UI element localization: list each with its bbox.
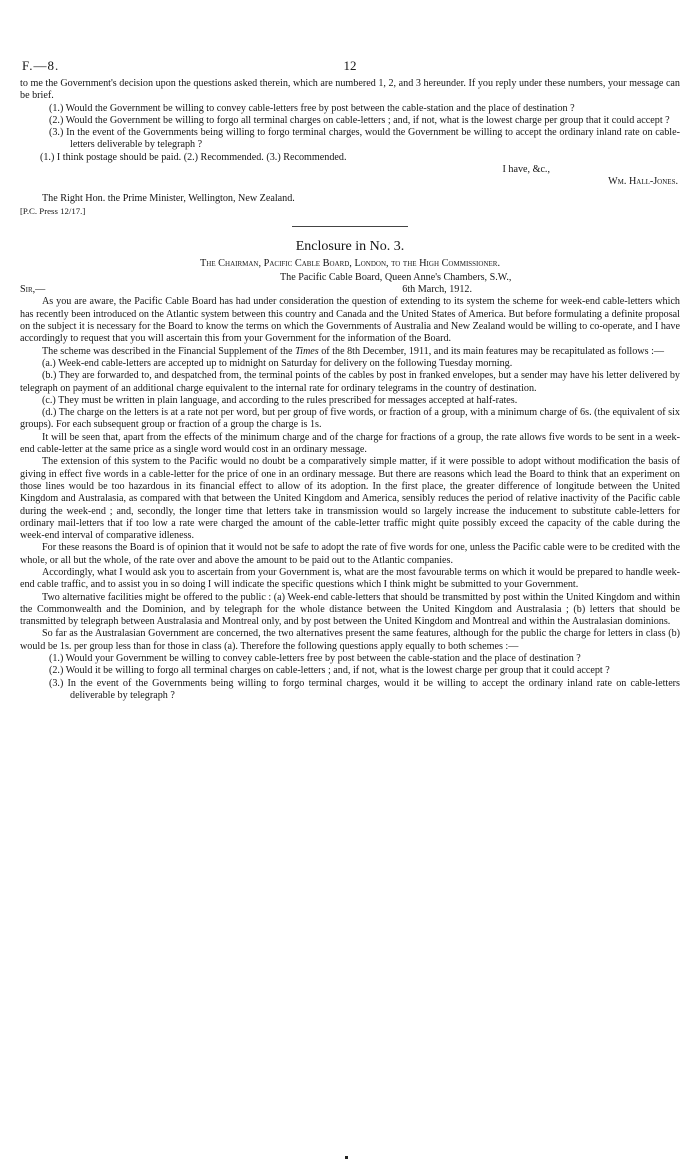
- paragraph: As you are aware, the Pacific Cable Board has had under consideration the question of extending to its system the scheme for week-end cable-letters which has recently been introduced on the Atlantic system between this country and Canada and the United States of America. But before formulating a definite proposal on the subject it is necessary for the Board to know the terms on which the Governments of Australia and New Zealand would be willing to co-operate, and I have accordingly to request that you will ascertain this from your Government for the information of the Board.: [20, 296, 680, 345]
- newspaper-title: Times: [295, 345, 319, 357]
- paragraph: For these reasons the Board is of opinion that it would not be safe to adopt the rate of five words for one, unless the Pacific cable were to be credited with the whole, or all but the whole, of the rate over and above the amount to be paid out to the Atlantic companies.: [20, 542, 680, 566]
- paragraph-text: (a) Week-end cable-letters that should be transmitted by post within the United Kingdom and within the Commonwealth and the Dominion, and by telegraph for the whole distance between the United Kingdom and Australasia ; (b) letters that should be transmitted by telegraph between Australasia and Montreal only, and by post between the United Kingdom and Montreal and within the Australasian dominions.: [20, 591, 681, 628]
- addressee: The Right Hon. the Prime Minister, Wellington, New Zealand.: [42, 192, 295, 204]
- paragraph: It will be seen that, apart from the effects of the minimum charge and of the charge for fractions of a group, the rate allows five words to be sent in a week-end cable-letter at the same price as a single word would cost in an ordinary message.: [20, 431, 680, 456]
- enclosure-title: Enclosure in No. 3.: [295, 239, 405, 255]
- paragraph: So far as the Australasian Government are concerned, the two alternatives present the same features, although for the public the charge for letters in class (b) would be 1s. per group less than for those in class (a). Therefore the following questions apply equally to both schemes :—: [20, 628, 680, 652]
- date-line: [20, 284, 680, 296]
- signature: Wm. Hall-Jones.: [608, 176, 678, 188]
- salutation: Sir,—: [20, 284, 46, 296]
- closing-line: I have, &c.,: [502, 164, 550, 176]
- letter-date: 6th March, 1912.: [402, 284, 472, 296]
- paragraph-text: Two alternative facilities might be offered to the public :: [42, 591, 274, 603]
- section-divider: [292, 226, 408, 227]
- question-1: (1.) Would the Government be willing to convey cable-letters free by post between the cable-station and the place of destination ?: [49, 102, 575, 114]
- paragraph: The extension of this system to the Pacific would no doubt be a comparatively simple matter, if it were possible to adopt without modification the basis of giving in effect five words in a cable-letter for the price of one in an ordinary message. But there are reasons which lead the Board to think that an experiment on those lines would be too hazardous in its financial effect to allow of its adoption. In the first place, the greater difference of longitude between the United Kingdom and Australasia, as compared with that between the United Kingdom and America, sensibly reduces the period of relative inactivity of the Pacific cable during the week-end ; and, secondly, the longer time that letters take in transmission would so largely increase the inducement to substitute cable-letters for ordinary mail-letters that if too low a rate were charged the amount of the cable-letter traffic might quite possibly exceed the capacity of the cable during the week-end interval of comparative idleness.: [20, 456, 680, 542]
- press-mark: [P.C. Press 12/17.]: [20, 205, 86, 216]
- feature-a: (a.) Week-end cable-letters are accepted up to midnight on Saturday for delivery on the following Tuesday morning.: [42, 357, 513, 369]
- paragraph: [20, 346, 680, 358]
- enclosure-from-to: The Chairman, Pacific Cable Board, London, to the High Commissioner.: [199, 257, 501, 269]
- letter-opening: to me the Government's decision upon the questions asked therein, which are numbered 1, 2, and 3 hereunder. If you reply under these numbers, your message can be brief.: [20, 78, 680, 102]
- feature-c: (c.) They must be written in plain language, and according to the rules prescribed for messages accepted at half-rates.: [42, 394, 518, 406]
- enclosure-question-3: (3.) In the event of the Governments being willing to forgo terminal charges, would it be willing to accept the ordinary inland rate on cable-letters deliverable by telegraph ?: [49, 677, 680, 701]
- page-mark: [345, 1156, 348, 1159]
- enclosure-question-1: (1.) Would your Government be willing to convey cable-letters free by post between the cable-station and the place of destination ?: [49, 653, 581, 665]
- document-code: F.—8.: [22, 58, 60, 73]
- paragraph-text: of the 8th December, 1911, and its main features may be recapitulated as follows :—: [318, 345, 665, 357]
- question-2: (2.) Would the Government be willing to forgo all terminal charges on cable-letters ; and, if not, what is the lowest charge per group that it could accept ?: [49, 114, 670, 126]
- sender-address: The Pacific Cable Board, Queen Anne's Chambers, S.W.,: [280, 271, 512, 283]
- page-header: [20, 0, 680, 73]
- page-number: 12: [343, 58, 357, 73]
- paragraph-text: The scheme was described in the Financial Supplement of the: [42, 345, 296, 357]
- page-body: [20, 78, 680, 702]
- enclosure-question-2: (2.) Would it be willing to forgo all terminal charges on cable-letters ; and, if not, what is the lowest charge per group that it could accept ?: [49, 665, 610, 677]
- feature-d: (d.) The charge on the letters is at a rate not per word, but per group of five words, or fraction of a group, with a minimum charge of 6s. (the equivalent of six groups). For each subsequent group or fraction of a group the charge is 1s.: [20, 407, 680, 431]
- answers-line: (1.) I think postage should be paid. (2.) Recommended. (3.) Recommended.: [40, 151, 347, 163]
- feature-b: (b.) They are forwarded to, and despatched from, the terminal points of the cables by post in franked envelopes, but a sender may have his letter delivered by telegraph on payment of an additional charge equivalent to the internal rate for ordinary telegrams in the country of destination.: [20, 370, 680, 394]
- question-3: (3.) In the event of the Governments being willing to forgo terminal charges, would the Government be willing to accept the ordinary inland rate on cable-letters deliverable by telegraph ?: [49, 127, 680, 151]
- paragraph: [20, 592, 680, 629]
- paragraph: Accordingly, what I would ask you to ascertain from your Government is, what are the most favourable terms on which it would be prepared to handle week-end cable traffic, and to assist you in so doing I will indicate the specific questions which I think might be submitted to your Government.: [20, 566, 680, 591]
- document-page: [20, 0, 681, 701]
